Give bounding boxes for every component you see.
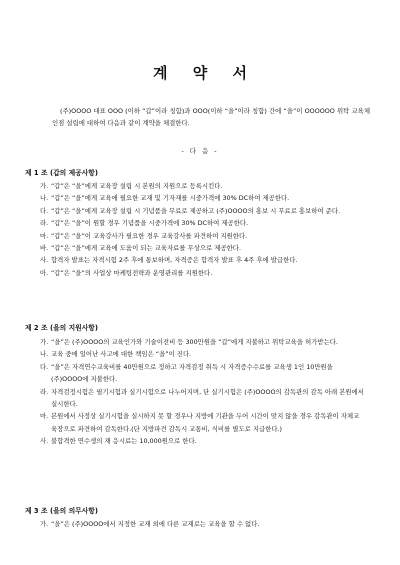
- list-item: [40, 386, 365, 411]
- item-text: 교육 중에 일어난 사고에 대한 책임은 “을”이 진다.: [51, 350, 192, 359]
- article-1-title: 제 1 조 (갑의 제공사항): [25, 169, 98, 177]
- item-text: “갑”은 “을”에게 교육장 설립 시 기념품을 무료로 제공하고 (주)OOOO의 홍보 시 무료로 홍보하여 준다.: [51, 206, 341, 215]
- item-text: “갑”은 “을”의 사업상 마케팅전략과 운영관리를 지원한다.: [51, 268, 213, 277]
- item-text: 자격검정시험은 필기시험과 실기시험으로 나누어지며, 단 실기시험은 (주)OOOO의 감독관의 감독 아래 본원에서 실시한다.: [51, 387, 364, 409]
- list-item: [40, 518, 365, 530]
- intro-paragraph: (주)OOOO 대표 OOO (이하 “갑”이라 칭함)과 OOO(이하 “을”이라 칭함) 간에 “을”이 OOOOOO 위탁 교육체인점 설립에 대하여 다음과 같이 계약을 체결한다.: [52, 107, 370, 127]
- list-item: [40, 361, 365, 386]
- item-text: “을”은 (주)OOOO의 교육인가와 기술이전비 등 300만원을 “갑”에게 지불하고 위탁교육을 허가받는다.: [51, 338, 338, 346]
- article-3-title: 제 3 조 (을의 의무사항): [25, 507, 98, 515]
- item-marker: 가.: [40, 338, 49, 346]
- list-item: [40, 254, 365, 266]
- item-marker: 라.: [40, 387, 49, 396]
- list-item: [40, 192, 365, 204]
- item-text: “갑”은 “을”에게 교육에 도움이 되는 교육자료를 무상으로 제공한다.: [51, 244, 241, 253]
- item-text: “을”은 자격연수교육비를 40만원으로 정하고 자격검정 취득 시 자격증수수료를 교육생 1인 10만원을 (주)OOOO에 지불한다.: [51, 362, 333, 384]
- item-text: “을”은 (주)OOOO에서 지정한 교재 외에 다른 교재로는 교육을 할 수 없다.: [51, 520, 260, 528]
- document-title: 계 약 서: [153, 64, 257, 82]
- item-marker: 마.: [40, 412, 49, 421]
- list-item: [40, 217, 365, 229]
- item-marker: 라.: [40, 219, 49, 228]
- list-item: [40, 348, 365, 360]
- article-3-items: [40, 518, 365, 530]
- item-marker: 다.: [40, 206, 49, 215]
- section-separator: - 다 음 -: [181, 147, 219, 155]
- article-2-items: [40, 336, 365, 448]
- list-item: [40, 336, 365, 348]
- item-marker: 아.: [40, 268, 49, 277]
- list-item: [40, 205, 365, 217]
- item-text: 본원에서 사정상 실기시험을 실시하지 못 할 경우나 지방에 기관을 두어 시간이 맞지 않을 경우 감독관이 자체교육장으로 파견하여 감독한다.(단 지방파견 감독시 교통비, 식비를 별도로 지급한다.): [51, 412, 360, 433]
- item-marker: 사.: [40, 437, 49, 446]
- list-item: [40, 267, 365, 279]
- article-1-items: [40, 180, 365, 279]
- item-marker: 나.: [40, 194, 49, 203]
- item-text: 불합격한 연수생의 재 응시료는 10,000원으로 한다.: [51, 437, 197, 446]
- item-marker: 가.: [40, 182, 49, 190]
- item-marker: 마.: [40, 231, 49, 240]
- item-text: “갑”은 “을”에게 교육장 설립 시 본원의 지원으로 등록시킨다.: [51, 182, 223, 190]
- item-text: “갑”은 “을”에게 교육에 필요한 교재 및 기자재를 시중가격에 30% DC하여 제공한다.: [51, 194, 290, 203]
- item-marker: 다.: [40, 362, 49, 371]
- list-item: [40, 410, 365, 435]
- list-item: [40, 242, 365, 254]
- item-text: “갑”은 “을”이 교육강사가 필요한 경우 교육강사를 파견하여 지원한다.: [51, 231, 248, 240]
- list-item: [40, 180, 365, 192]
- list-item: [40, 435, 365, 447]
- item-marker: 나.: [40, 350, 49, 359]
- list-item: [40, 230, 365, 242]
- item-marker: 사.: [40, 256, 49, 265]
- item-marker: 바.: [40, 244, 49, 253]
- item-text: “갑”은 “을”이 원할 경우 기념품을 시중가격에 30% DC하여 제공한다.: [51, 219, 249, 228]
- article-2-title: 제 2 조 (을의 지원사항): [25, 324, 98, 332]
- item-text: 합격자 발표는 자격시험 2주 후에 통보하며, 자격증은 합격자 발표 후 4주 후에 발급한다.: [51, 256, 298, 265]
- item-marker: 가.: [40, 520, 49, 528]
